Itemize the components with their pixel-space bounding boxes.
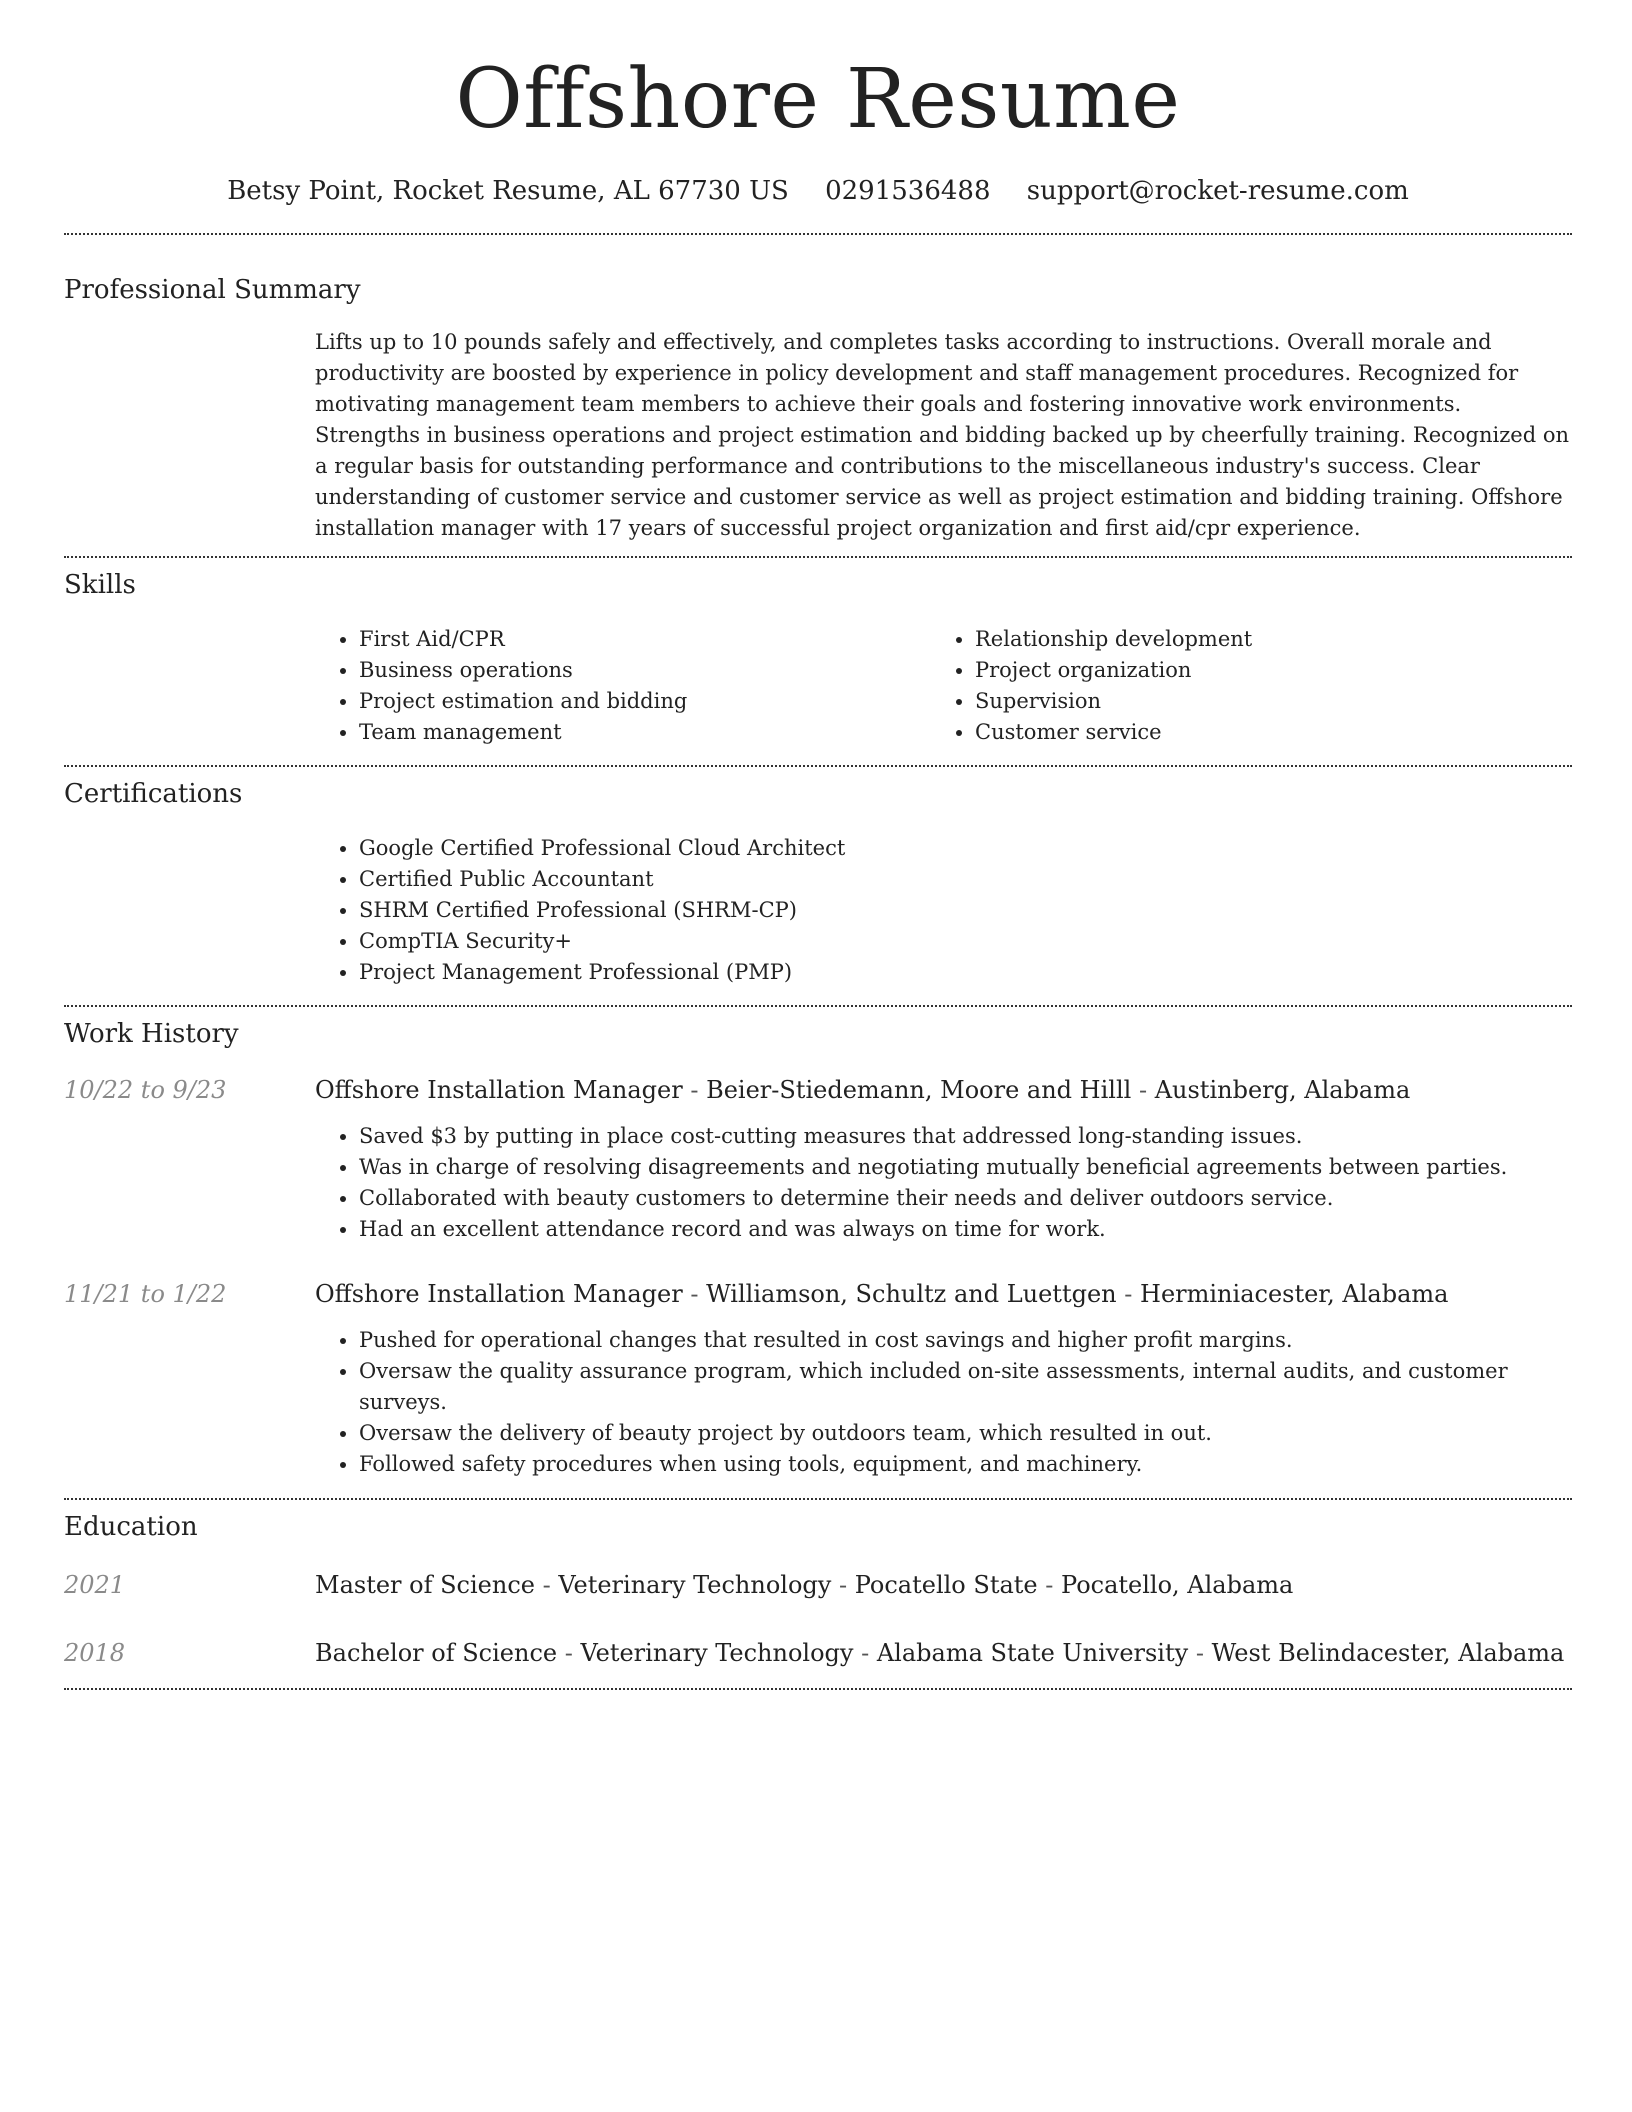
education-school: Pocatello State — [854, 1571, 1038, 1599]
job-title: Offshore Installation Manager - Williamson, Schultz and Luettgen - Herminiacester, Alabama — [315, 1280, 1449, 1308]
job-bullet: • Oversaw the delivery of beauty project by outdoors team, which resulted in out. — [359, 1418, 1572, 1449]
job-company: Beier-Stiedemann, Moore and Hilll — [706, 1076, 1132, 1104]
job-bullet: • Had an excellent attendance record and was always on time for work. — [359, 1214, 1572, 1245]
skill-item: • Project estimation and bidding — [359, 686, 931, 717]
education-title: Bachelor of Science - Veterinary Technology - Alabama State University - West Belindacester, Alabama — [315, 1639, 1565, 1667]
job-bullet: • Oversaw the quality assurance program, which included on-site assessments, internal audits, and customer surveys. — [359, 1356, 1572, 1418]
certification-item: • Certified Public Accountant — [359, 864, 1572, 895]
education-entry — [64, 1636, 1572, 1670]
summary-section — [64, 235, 1572, 544]
job-bullet: • Saved $3 by putting in place cost-cutting measures that addressed long-standing issues. — [359, 1121, 1572, 1152]
education-title: Master of Science - Veterinary Technology - Pocatello State - Pocatello, Alabama — [315, 1571, 1294, 1599]
job-entry — [64, 1073, 1572, 1245]
job-bullet: • Was in charge of resolving disagreements and negotiating mutually beneficial agreements between parties. — [359, 1152, 1572, 1183]
job-entry — [64, 1277, 1572, 1480]
job-bullet: • Followed safety procedures when using tools, equipment, and machinery. — [359, 1449, 1572, 1480]
contact-address: Betsy Point, Rocket Resume, AL 67730 US — [227, 176, 789, 206]
job-location: Austinberg, Alabama — [1154, 1076, 1411, 1104]
skill-item: • Business operations — [359, 655, 931, 686]
certifications-section — [64, 767, 1572, 988]
skills-section — [64, 558, 1572, 748]
job-role: Offshore Installation Manager — [315, 1280, 683, 1308]
resume-title: Offshore Resume — [455, 52, 1181, 147]
skill-item: • Customer service — [975, 717, 1547, 748]
education-heading: Education — [64, 1512, 198, 1542]
education-school: Alabama State University — [876, 1639, 1189, 1667]
job-company: Williamson, Schultz and Luettgen — [706, 1280, 1117, 1308]
job-title: Offshore Installation Manager - Beier-Stiedemann, Moore and Hilll - Austinberg, Alabama — [315, 1076, 1411, 1104]
job-dates: 11/21 to 1/22 — [64, 1280, 227, 1308]
education-field: Veterinary Technology — [558, 1571, 832, 1599]
skill-item: • Supervision — [975, 686, 1547, 717]
education-year: 2018 — [64, 1639, 126, 1667]
summary-heading: Professional Summary — [64, 275, 361, 305]
education-entry — [64, 1568, 1572, 1602]
education-year: 2021 — [64, 1571, 126, 1599]
contact-email[interactable]: support@rocket-resume.com — [1026, 176, 1409, 206]
job-role: Offshore Installation Manager — [315, 1076, 683, 1104]
education-field: Veterinary Technology — [580, 1639, 854, 1667]
education-divider — [64, 1688, 1572, 1690]
certification-item: • SHRM Certified Professional (SHRM-CP) — [359, 895, 1572, 926]
skills-column-right — [931, 624, 1547, 748]
skill-item: • Team management — [359, 717, 931, 748]
certification-item: • CompTIA Security+ — [359, 926, 1572, 957]
skill-item: • Relationship development — [975, 624, 1547, 655]
skills-heading: Skills — [64, 570, 136, 600]
certifications-heading: Certifications — [64, 779, 243, 809]
work-heading: Work History — [64, 1019, 239, 1049]
certification-item: • Google Certified Professional Cloud Architect — [359, 833, 1572, 864]
education-location: Pocatello, Alabama — [1061, 1571, 1294, 1599]
skill-item: • First Aid/CPR — [359, 624, 931, 655]
education-degree: Master of Science — [315, 1571, 535, 1599]
education-section — [64, 1500, 1572, 1670]
summary-text: Lifts up to 10 pounds safely and effectively, and completes tasks according to instructions. Overall morale and productivity are boosted by experience in policy development and staff management procedures. Recognized for motivating management team members to achieve their goals and fostering innovative work environments. Strengths in business operations and project estimation and bidding backed up by cheerfully training. Recognized on a regular basis for outstanding performance and contributions to the miscellaneous industry's success. Clear understanding of customer service and customer service as well as project estimation and bidding training. Offshore installation manager with 17 years of successful project organization and first aid/cpr experience. — [315, 330, 1569, 540]
skill-item: • Project organization — [975, 655, 1547, 686]
job-bullet: • Collaborated with beauty customers to determine their needs and deliver outdoors service. — [359, 1183, 1572, 1214]
work-section — [64, 1007, 1572, 1480]
education-location: West Belindacester, Alabama — [1211, 1639, 1565, 1667]
job-bullet: • Pushed for operational changes that resulted in cost savings and higher profit margins. — [359, 1325, 1572, 1356]
certification-item: • Project Management Professional (PMP) — [359, 957, 1572, 988]
job-location: Herminiacester, Alabama — [1140, 1280, 1449, 1308]
contact-line — [64, 174, 1572, 208]
education-degree: Bachelor of Science — [315, 1639, 558, 1667]
resume-page — [64, 0, 1572, 1690]
job-dates: 10/22 to 9/23 — [64, 1076, 227, 1104]
contact-phone: 0291536488 — [825, 176, 991, 206]
skills-column-left — [315, 624, 931, 748]
